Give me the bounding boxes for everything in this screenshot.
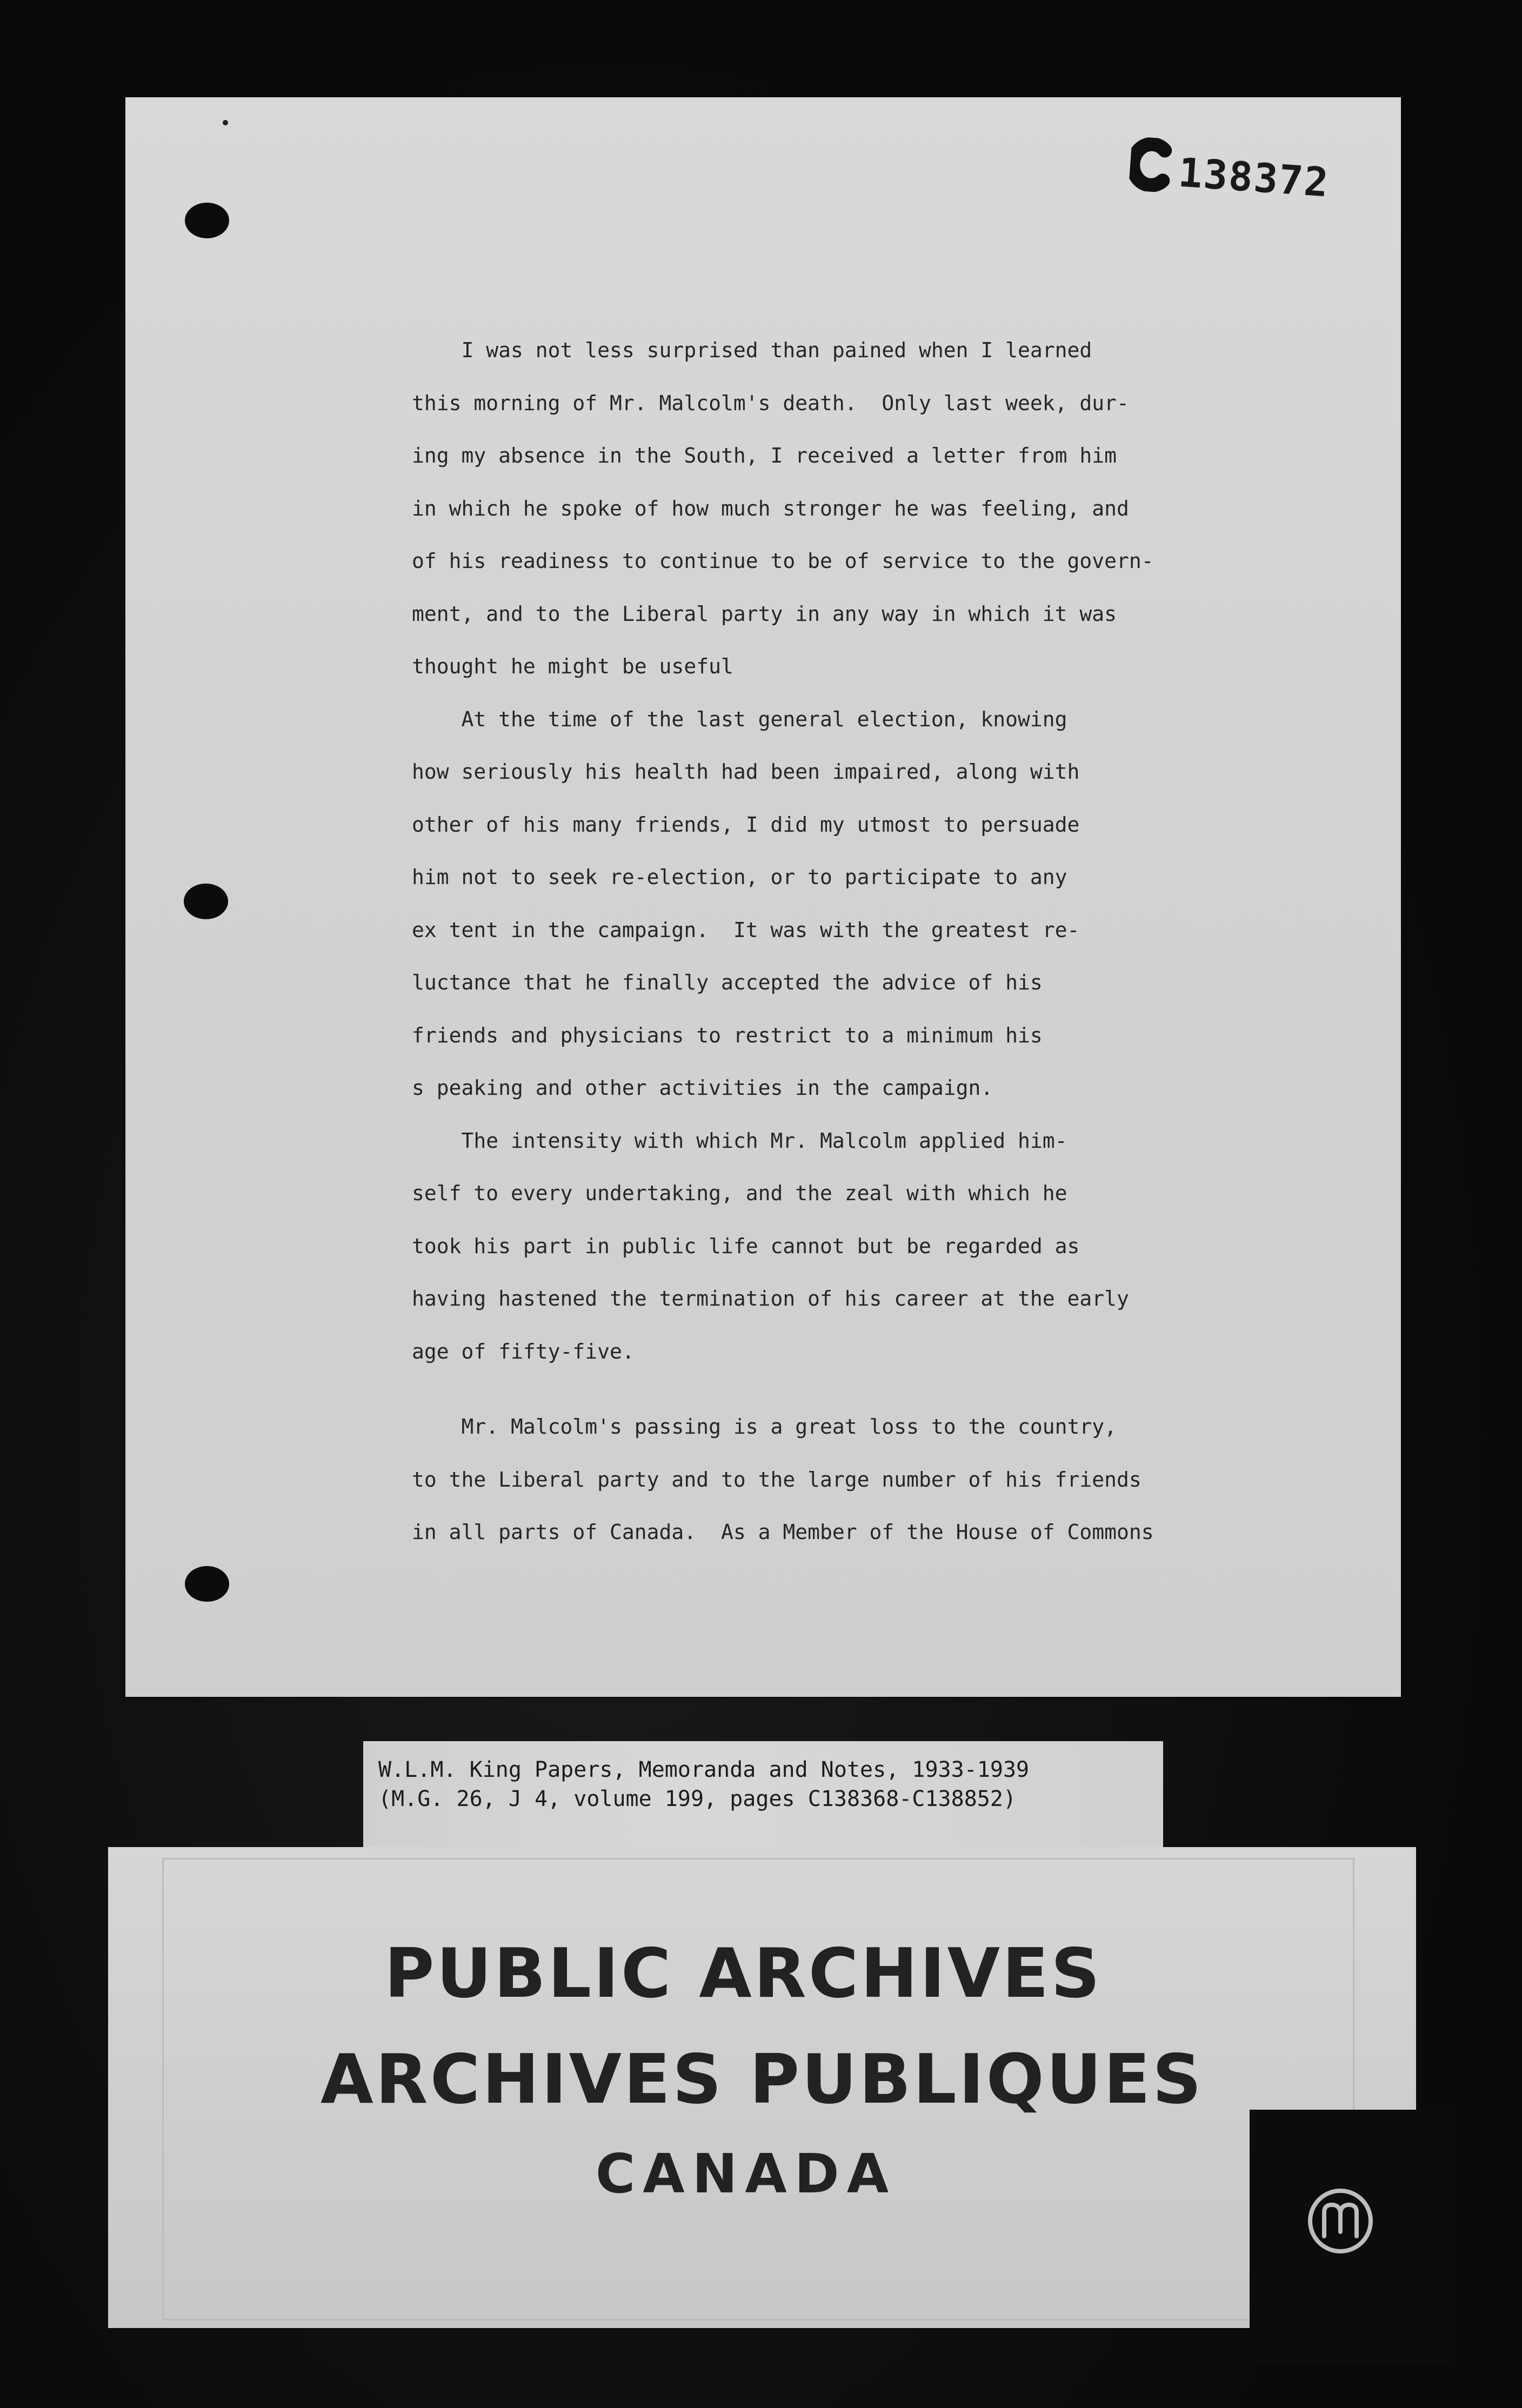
text-line: I was not less surprised than pained when I learned xyxy=(412,338,1092,362)
archives-title-french: ARCHIVES PUBLIQUES xyxy=(321,2039,1204,2119)
text-line: self to every undertaking, and the zeal with which he xyxy=(412,1181,1067,1205)
archives-title-english: PUBLIC ARCHIVES xyxy=(384,1934,1102,2013)
letter-page xyxy=(125,97,1401,1697)
punch-hole xyxy=(184,884,228,919)
text-line: this morning of Mr. Malcolm's death. Only last week, dur- xyxy=(412,391,1129,415)
text-line: how seriously his health had been impaired, along with xyxy=(412,760,1080,784)
text-line: s peaking and other activities in the campaign. xyxy=(412,1076,993,1100)
punch-hole xyxy=(185,1566,229,1602)
text-line: The intensity with which Mr. Malcolm applied him- xyxy=(412,1128,1067,1153)
text-line: At the time of the last general election, knowing xyxy=(412,707,1067,731)
text-line: Mr. Malcolm's passing is a great loss to the country, xyxy=(412,1415,1117,1439)
text-line: of his readiness to continue to be of service to the govern- xyxy=(412,549,1154,573)
text-line: to the Liberal party and to the large number of his friends xyxy=(412,1467,1142,1491)
text-line: ing my absence in the South, I received a letter from him xyxy=(412,444,1117,467)
archives-country: CANADA xyxy=(595,2142,897,2205)
reference-line: W.L.M. King Papers, Memoranda and Notes, 1933-1939 xyxy=(378,1757,1030,1782)
text-line: him not to seek re-election, or to participate to any xyxy=(412,865,1067,889)
reference-line: (M.G. 26, J 4, volume 199, pages C138368-C138852) xyxy=(378,1787,1017,1811)
text-line: friends and physicians to restrict to a minimum his xyxy=(412,1023,1043,1047)
text-line: ment, and to the Liberal party in any way in which it was xyxy=(412,601,1117,626)
text-line: having hastened the termination of his career at the early xyxy=(412,1287,1129,1310)
microfilm-logo-icon xyxy=(1297,2178,1384,2264)
paragraph-gap xyxy=(412,1378,1396,1401)
letter-body xyxy=(412,324,1396,1559)
punch-hole xyxy=(185,203,229,238)
text-line: ex tent in the campaign. It was with the greatest re- xyxy=(412,918,1080,942)
archives-card xyxy=(108,1847,1416,2328)
text-line: age of fifty-five. xyxy=(412,1339,635,1363)
text-line: took his part in public life cannot but be regarded as xyxy=(412,1234,1080,1258)
text-line: in which he spoke of how much stronger he was feeling, and xyxy=(412,496,1129,520)
reference-label xyxy=(363,1741,1163,1852)
page-number-stamp xyxy=(1127,136,1359,228)
text-line: luctance that he finally accepted the advice of his xyxy=(412,971,1043,994)
c-mark-icon xyxy=(1129,136,1176,193)
stray-dot xyxy=(223,120,228,125)
text-line: thought he might be useful xyxy=(412,654,733,678)
text-line: other of his many friends, I did my utmost to persuade xyxy=(412,812,1080,837)
text-line: in all parts of Canada. As a Member of the House of Commons xyxy=(412,1520,1154,1544)
page-number: 138372 xyxy=(1177,149,1331,206)
